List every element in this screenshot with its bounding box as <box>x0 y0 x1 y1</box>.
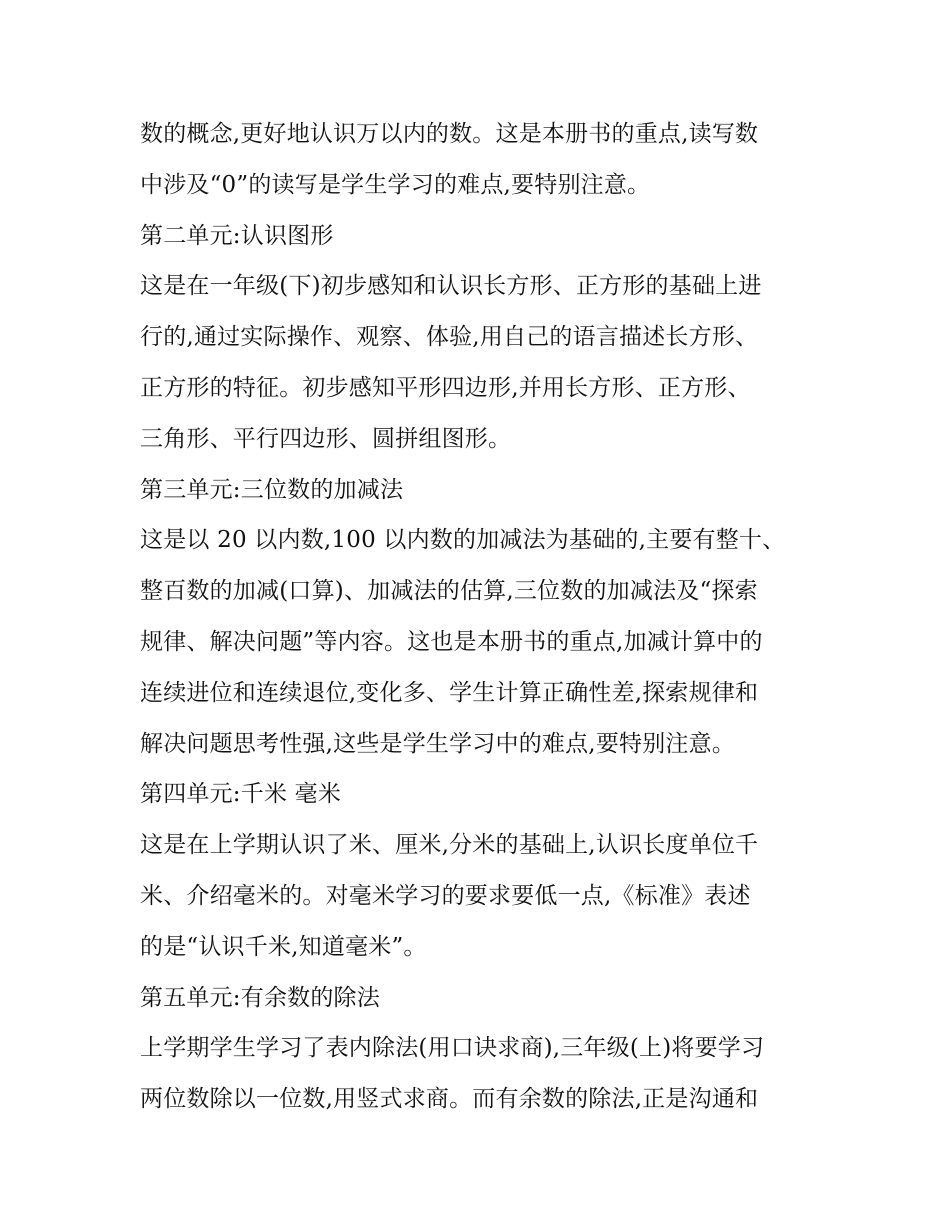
text-line: 这是在上学期认识了米、厘米,分米的基础上,认识长度单位千 <box>140 832 759 859</box>
text-line: 两位数除以一位数,用竖式求商。而有余数的除法,正是沟通和 <box>140 1086 759 1113</box>
text-line: 这是以 20 以内数,100 以内数的加减法为基础的,主要有整十、 <box>140 527 786 554</box>
text-line: 行的,通过实际操作、观察、体验,用自己的语言描述长方形、 <box>140 324 759 351</box>
text-line: 中涉及“0”的读写是学生学习的难点,要特别注意。 <box>140 171 651 198</box>
text-line: 上学期学生学习了表内除法(用口诀求商),三年级(上)将要学习 <box>140 1035 765 1062</box>
text-line: 数的概念,更好地认识万以内的数。这是本册书的重点,读写数 <box>140 121 759 147</box>
text-line: 正方形的特征。初步感知平形四边形,并用长方形、正方形、 <box>140 374 751 401</box>
text-line: 解决问题思考性强,这些是学生学习中的难点,要特别注意。 <box>140 730 736 757</box>
body-text <box>140 109 820 1125</box>
section-heading-unit-3: 第三单元:三位数的加减法 <box>140 476 404 503</box>
text-line: 这是在一年级(下)初步感知和认识长方形、正方形的基础上进 <box>140 273 762 300</box>
text-line: 的是“认识千米,知道毫米”。 <box>140 933 427 960</box>
text-line: 规律、解决问题”等内容。这也是本册书的重点,加减计算中的 <box>140 628 763 655</box>
text-line: 连续进位和连续退位,变化多、学生计算正确性差,探索规律和 <box>140 679 759 706</box>
text-line: 整百数的加减(口算)、加减法的估算,三位数的加减法及“探索 <box>140 578 758 605</box>
text-line: 三角形、平行四边形、圆拼组图形。 <box>140 425 512 452</box>
text-line: 米、介绍毫米的。对毫米学习的要求要低一点,《标准》表述 <box>140 882 751 909</box>
section-heading-unit-2: 第二单元:认识图形 <box>140 222 334 249</box>
section-heading-unit-5: 第五单元:有余数的除法 <box>140 984 380 1011</box>
section-heading-unit-4: 第四单元:千米 毫米 <box>140 781 342 808</box>
